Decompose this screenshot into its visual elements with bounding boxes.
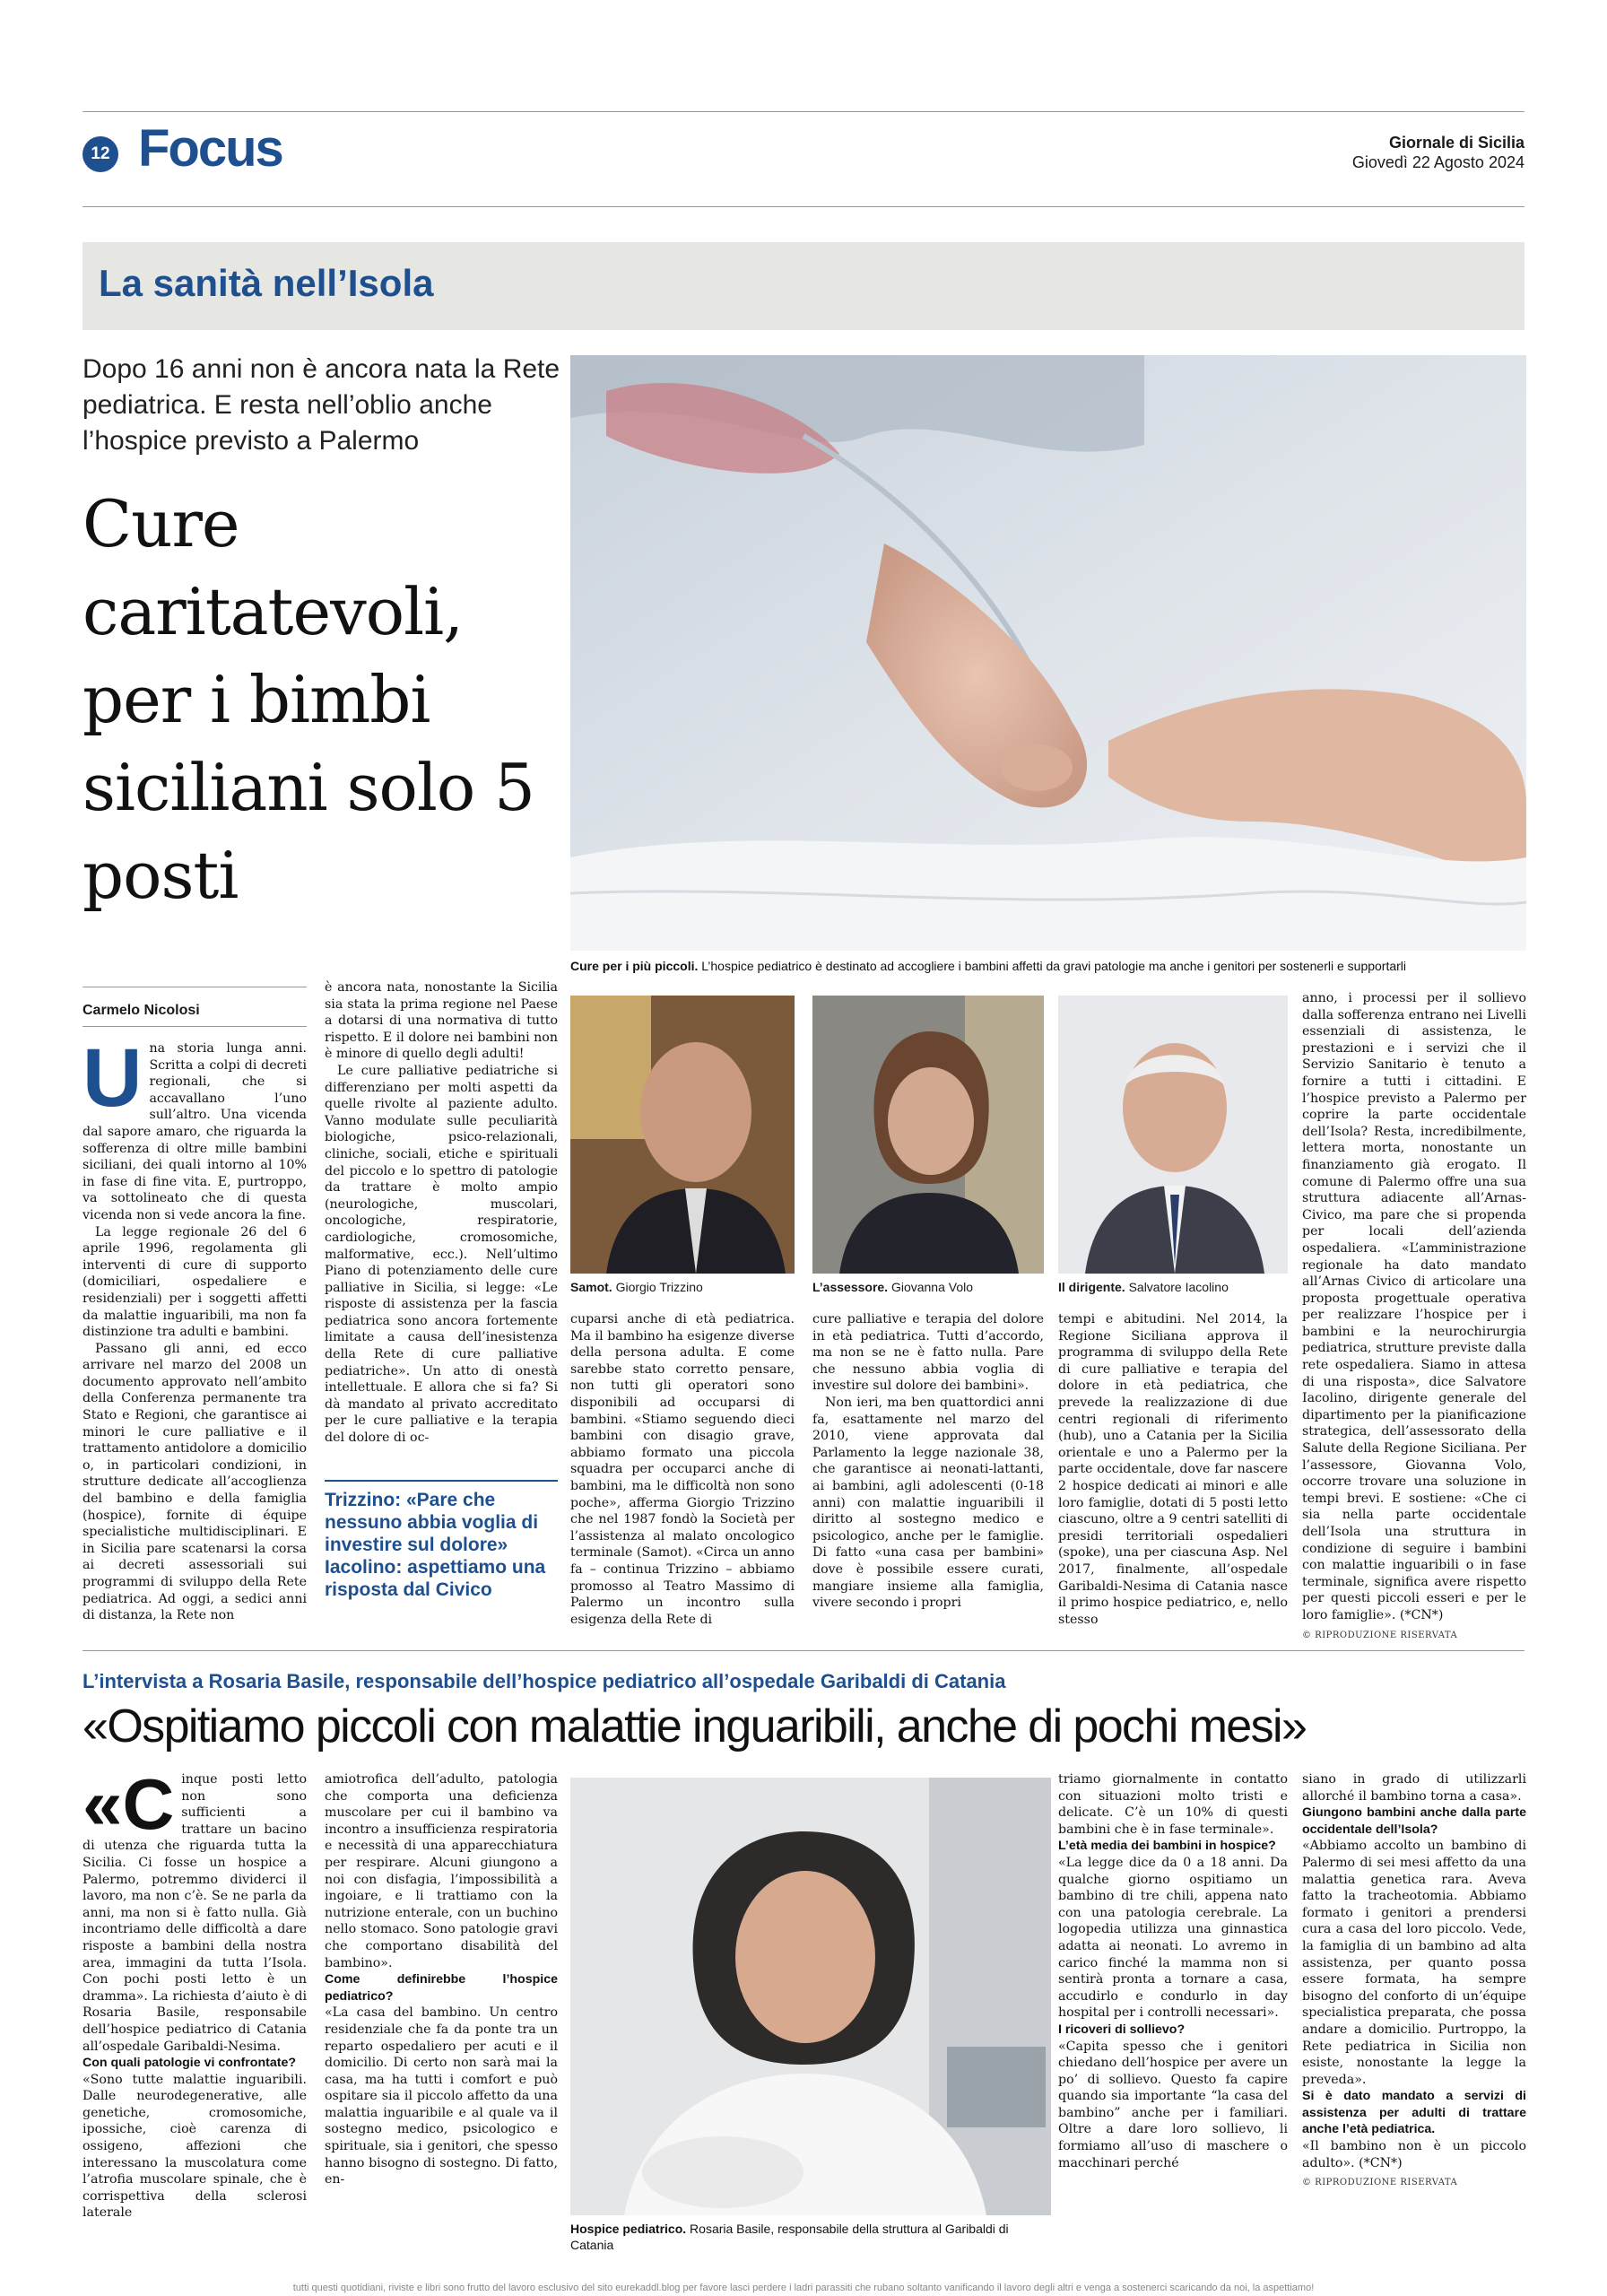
interview-answer: «Sono tutte malattie inguaribili. Dalle neurodegenerative, alle genetiche, cromosomiche, ipossiche, cioè carenza di ossigeno, affezioni che interessano la muscolatura come l’atrofia muscolare spinale, che è corrispettiva della sclerosi laterale: [83, 2072, 307, 2221]
interview-column-2: [325, 1771, 558, 2188]
portrait-label: Samot.: [570, 1280, 612, 1294]
copyright: © RIPRODUZIONE RISERVATA: [1302, 1630, 1458, 1640]
portrait-label: L’assessore.: [812, 1280, 889, 1294]
article-headline: Cure caritatevoli, per i bimbi siciliani solo 5 posti: [83, 486, 534, 913]
article-subhead: Dopo 16 anni non è ancora nata la Rete pediatrica. E resta nell’oblio anche l’hospice previsto a Palermo: [83, 354, 560, 456]
portrait-iacolino: [1058, 996, 1288, 1274]
interview-answer: «Abbiamo accolto un bambino di Palermo di sei mesi affetto da una malattia genetica rara. Aveva fatto la tracheotomia. Abbiamo formato i genitori a prendersi cura a casa del loro piccolo. Vede, la famiglia di un bambino ad alta assistenza, per quanto possa essere formata, ha sempre bisogno del conforto di un’équipe specialistica preparata, che possa andare a domicilio. Purtroppo, la Rete pediatrica in Sicilia non esiste, nonostante la legge la preveda».: [1302, 1839, 1526, 2087]
interview-question: I ricoveri di sollievo?: [1058, 2022, 1186, 2037]
portrait-name: Giovanna Volo: [888, 1280, 974, 1294]
portrait-trizzino: [570, 996, 795, 1274]
portrait-name: Giorgio Trizzino: [612, 1280, 703, 1294]
interview-question: Si è dato mandato a servizi di assistenza per adulti di trattare anche l’età pediatrica.: [1302, 2089, 1526, 2137]
paragraph: Non ieri, ma ben quattordici anni fa, esattamente nel marzo del 2010, viene approvata dal Parlamento la legge nazionale 38, che garantisce ai neonati-lattanti, ai bambini, agli adolescenti (0-18 anni) con malattie inguaribili il diritto al sostegno medico e psicologico, anche per le famiglie. Di fatto «una casa per bambini» dove è possibile essere curati, mangiare insieme alla famiglia, vivere secondo i propri: [812, 1395, 1044, 1611]
caption-text: L’hospice pediatrico è destinato ad accogliere i bambini affetti da gravi patologie ma anche i genitori per sostenerli e supportarli: [698, 959, 1407, 973]
interview-question: Con quali patologie vi confrontate?: [83, 2056, 297, 2071]
main-photo-caption: [570, 958, 1526, 974]
header-rule: [83, 206, 1524, 207]
article-column-2: [325, 979, 558, 1447]
byline: Carmelo Nicolosi: [83, 1003, 200, 1018]
paragraph: tempi e abitudini. Nel 2014, la Regione Siciliana approva il programma di sviluppo della Rete di cure palliative e terapia del dolore in età pediatrica, che prevede la realizzazione di due centri regionali di riferimento (hub), uno a Catania per la Sicilia orientale e uno a Palermo per la parte occidentale, dove far nascere 2 hospice dedicati ai minori e alle loro famiglie, dotati di 5 posti letto ciascuno, oltre a 9 centri satelliti di presidi territoriali ospedalieri (spoke), una per ciascuna Asp. Nel 2017, finalmente, all’ospedale Garibaldi-Nesima di Catania nasce il primo hospice pediatrico, e, nello stesso: [1058, 1312, 1288, 1627]
paragraph: La legge regionale 26 del 6 aprile 1996, regolamenta gli interventi di cure di supporto (domiciliari, ospedaliere e residenziali) per i soggetti affetti da malattie inguaribili, ma non fa distinzione tra adulti e bambini.: [83, 1224, 307, 1340]
interview-column-1: [83, 1764, 307, 2222]
interview-answer: «Il bambino non è un piccolo adulto». (*CN*): [1302, 2139, 1526, 2170]
interview-headline: «Ospitiamo piccoli con malattie inguaribili, anche di pochi mesi»: [83, 1700, 1307, 1752]
page-number-badge: 12: [83, 136, 118, 172]
paragraph: Le cure palliative pediatriche si differenziano per molti aspetti da quelle rivolte al paziente adulto. Vanno modulate sulle peculiarità biologiche, psico-relazionali, cliniche, sociali, etiche e spirituali del piccolo e lo spettro di patologie da trattare è molto ampio (neurologiche, muscolari, oncologiche, respiratorie, cardiologiche, cromosomiche, malformative, ecc.). Nell’ultimo Piano di potenziamento delle cure palliative in Sicilia, si legge: «Le risposte di assistenza per la fascia pediatrica sono ancora fortemente limitate a causa dell’inesistenza della Rete di cure palliative pediatriche». Un atto di onestà intellettuale. E allora che si fa? Si dà mandato al privato accreditato per le cure palliative e la terapia del dolore di oc-: [325, 1063, 558, 1446]
article-column-1: [83, 1032, 307, 1624]
copyright: © RIPRODUZIONE RISERVATA: [1302, 2178, 1458, 2188]
caption-label: Cure per i più piccoli.: [570, 959, 699, 973]
interview-answer: «La casa del bambino. Un centro residenziale che fa da ponte tra un reparto ospedaliero per acuti e il domicilio. Di certo non sarà mai la casa, ma ha tutti i comfort e può ospitare sia il piccolo affetto da una malattia inguaribile e al quale va il sostegno medico, psicologico e spirituale, sia i genitori, che spesso hanno bisogno di sostegno. Di fatto, en-: [325, 2005, 558, 2187]
caption-label: Hospice pediatrico.: [570, 2222, 687, 2236]
interview-column-4: [1058, 1771, 1288, 2171]
interview-rule: [83, 1650, 1524, 1651]
portrait-caption-trizzino: [570, 1279, 795, 1295]
paragraph: cuparsi anche di età pediatrica. Ma il bambino ha esigenze diverse della persona adulta. E come sarebbe stato corretto pensare, non tutti gli operatori sono disponibili ad occuparsi di bambini. «Stiamo seguendo dieci bambini con disagio grave, abbiamo formato una piccola squadra per occuparci anche di bambini, ma le difficoltà non sono poche», afferma Giorgio Trizzino che nel 1987 fondò la Società per l’assistenza al malato oncologico terminale (Samot). «Circa un anno fa – continua Trizzino – abbiamo promosso al Teatro Massimo di Palermo un incontro sulla esigenza della Rete di: [570, 1312, 795, 1627]
hands-photo: [570, 355, 1526, 951]
portrait-caption-volo: [812, 1279, 1044, 1295]
footer-note: tutti questi quotidiani, riviste e libri sono frutto del lavoro esclusivo del sito eurekaddl.blog per favore lasci perdere i ladri parassiti che rubano soltanto vanificando il lavoro degli altri e venga a sostenerci scaricando da noi, la aspettiamo!: [292, 2283, 1315, 2293]
paragraph: na storia lunga anni. Scritta a colpi di decreti regionali, che si accavallano l’uno sull’altro. Una vicenda dal sapore amaro, che riguarda la sofferenza di oltre mille bambini siciliani, dei quali intorno al 10% in fase di fine vita. E, purtroppo, va sottolineato che di questa vicenda non si vede ancora la fine.: [83, 1041, 307, 1222]
issue-date: Giovedì 22 Agosto 2024: [1351, 153, 1524, 171]
drop-cap: «C: [83, 1764, 175, 1844]
interview-column-5: [1302, 1771, 1526, 2192]
section-band-title: La sanità nell’Isola: [99, 262, 434, 304]
portrait-label: Il dirigente.: [1058, 1280, 1125, 1294]
newspaper-name: Giornale di Sicilia: [1388, 134, 1524, 152]
basile-photo-caption: [570, 2221, 1051, 2253]
interview-answer: «La legge dice da 0 a 18 anni. Da qualche giorno ospitiamo un bambino di tre chili, appena nato con una patologia cerebrale. La logopedia utilizza una ginnastica adatta ai neonati. Lo avremo in carico finché la mamma non si sentirà pronta a tornare a casa, accudirlo e condurlo in day hospital per i controlli necessari».: [1058, 1855, 1288, 2021]
section-label: Focus: [138, 119, 282, 178]
paragraph: Passano gli anni, ed ecco arrivare nel marzo del 2008 un documento approvato nell’ambito della Conferenza permanente tra Stato e Regioni, che garantisce ai minori le cure palliative e il trattamento antidolore a domicilio o, in particolari condizioni, in strutture dedicate all’accoglienza del bambino e della famiglia (hospice), fornite di équipe specialistiche multidisciplinari. E in Sicilia pare scatenarsi la corsa ai decreti assessoriali sui programmi di sviluppo della Rete pediatrica. Ad oggi, a sedici anni di distanza, la Rete non: [83, 1341, 307, 1623]
interview-answer: siano in grado di utilizzarli allorché il bambino torna a casa».: [1302, 1772, 1526, 1804]
interview-answer: triamo giornalmente in contatto con situazioni molto tristi e delicate. C’è un 10% di questi bambini che è in fase terminale».: [1058, 1772, 1288, 1837]
interview-answer: «Capita spesso che i genitori chiedano dell’hospice per avere un po’ di sollievo. Questo fa capire quando sia importante “la casa del bambino” anche per i familiari. Oltre a dare loro sollievo, li formiamo all’uso di maschere o macchinari perché: [1058, 2039, 1288, 2170]
interview-answer: amiotrofica dell’adulto, patologia che comporta una deficienza muscolare per cui il bambino va incontro a insufficienza respiratoria e necessità di una apparecchiatura per respirare. Alcuni giungono a noi con disfagia, l’impossibilità a ingoiare, e li trattiamo con la nutrizione enterale, con un buchino nello stomaco. Sono patologie gravi che comportano disabilità del bambino».: [325, 1772, 558, 1970]
article-column-6: [1302, 990, 1526, 1644]
pullquote-rule: [325, 1480, 558, 1482]
portrait-volo: [812, 996, 1044, 1274]
paragraph: inque posti letto non sono sufficienti a trattare un bacino di utenza che riguarda tutta la Sicilia. Ci fosse un hospice a Palermo, potremmo dividerci il lavoro, ma non c’è. Se ne parla da anni, ma non si è fatto nulla. Già incontriamo delle difficoltà a dare risposte a bambini della nostra area, immagini da tutta l’Isola. Con pochi posti letto è un dramma». La richiesta d’aiuto è di Rosaria Basile, responsabile dell’hospice pediatrico di Catania all’ospedale Garibaldi-Nesima.: [83, 1772, 307, 2054]
paragraph: anno, i processi per il sollievo dalla sofferenza entrano nei Livelli essenziali di assistenza, le prestazioni e i servizi che il Servizio Sanitario è tenuto a fornire a tutti i cittadini. E l’hospice previsto a Palermo per coprire la parte occidentale dell’Isola? Resta, incredibilmente, lettera morta, nonostante un finanziamento già erogato. Il comune di Palermo offre una sua struttura adiacente all’Arnas-Civico, ma pare che si propenda per locali dell’azienda ospedaliera. «L’amministrazione regionale ha dato mandato all’Arnas Civico di articolare una proposta progettuale operativa per realizzare l’hospice per i bambini e la neurochirurgia pediatrica, strutture previste dalla rete ospedaliera. Siamo in attesa di una risposta», dice Salvatore Iacolino, dirigente generale del dipartimento per la pianificazione strategica, dell’assessorato della Salute della Regione Siciliana. Per l’assessore, Giovanna Volo, occorre trovare una soluzione in tempi brevi. E sostiene: «Che ci sia nella parte occidentale dell’Isola una struttura in condizione di seguire i bambini con malattie inguaribili o in fase terminale, significa avere rispetto per questi piccoli esseri e per le loro famiglie». (*CN*): [1302, 991, 1526, 1622]
paragraph: cure palliative e terapia del dolore in età pediatrica. Tutti d’accordo, ma non se ne è fatto nulla. Pare che nessuno abbia voglia di investire sul dolore dei bambini».: [812, 1312, 1044, 1394]
article-column-3: [570, 1311, 795, 1628]
byline-rule-bottom: [83, 1026, 307, 1027]
portrait-name: Salvatore Iacolino: [1125, 1280, 1229, 1294]
interview-kicker: L’intervista a Rosaria Basile, responsabile dell’hospice pediatrico all’ospedale Garibaldi di Catania: [83, 1670, 1006, 1692]
pullquote: Trizzino: «Pare che nessuno abbia voglia di investire sul dolore» Iacolino: aspettiamo una risposta dal Civico: [325, 1490, 546, 1600]
caption-text: Rosaria Basile, responsabile della struttura al Garibaldi di Catania: [570, 2222, 1009, 2252]
top-rule: [83, 111, 1524, 112]
portrait-caption-iacolino: [1058, 1279, 1288, 1295]
interview-question: L’età media dei bambini in hospice?: [1058, 1839, 1276, 1854]
article-column-5: [1058, 1311, 1288, 1628]
paragraph: è ancora nata, nonostante la Sicilia sia stata la prima regione nel Paese a dotarsi di una normativa di tutto rispetto. E il dolore nei bambini non è minore di quello degli adulti!: [325, 980, 558, 1062]
interview-question: Come definirebbe l’hospice pediatrico?: [325, 1972, 558, 2004]
basile-photo: [570, 1778, 1051, 2215]
article-column-4: [812, 1311, 1044, 1612]
interview-question: Giungono bambini anche dalla parte occidentale dell’Isola?: [1302, 1805, 1526, 1837]
masthead-info: [1352, 133, 1524, 172]
drop-cap: U: [83, 1032, 143, 1124]
